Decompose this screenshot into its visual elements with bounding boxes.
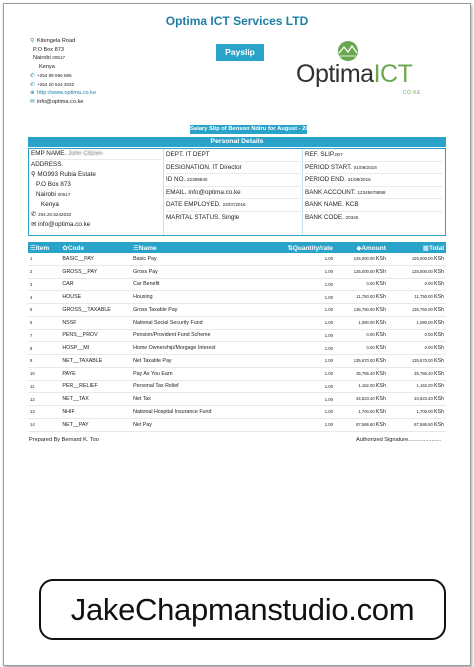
currency-label: KSh [375,421,386,428]
table-row [28,265,446,278]
cell-item: 8 [28,342,60,355]
cell-code: NET__PAY [60,418,131,431]
cell-item: 1 [28,253,60,265]
cell-quantity: 1.00 [275,253,335,265]
currency-label: KSh [433,319,444,326]
currency-label: KSh [433,370,444,377]
detail-period-start: PERIOD START. 01/08/2016 [305,162,443,175]
currency-label: KSh [375,332,386,339]
currency-label: KSh [375,268,386,275]
cell-total-value: 0.00 [424,332,433,338]
cell-amount [335,418,388,431]
employee-column [31,149,161,230]
currency-label: KSh [375,281,386,288]
cell-name: Personal Tax Relief [131,380,275,393]
cell-name: Gross Taxable Pay [131,304,275,317]
logo-domain: .CO.KE [401,90,421,96]
detail-email: EMAIL. info@optima.co.ke [166,187,301,200]
currency-label: KSh [433,268,444,275]
company-phone-1: ✆ +254 99 956 855 [30,72,72,79]
cell-name: Net Pay [131,418,275,431]
currency-label: KSh [375,294,386,301]
table-row [28,304,446,317]
cell-code: GROSS__PAY [60,265,131,278]
cell-code: CAR [60,278,131,291]
currency-label: KSh [433,357,444,364]
cell-amount [335,393,388,406]
cell-name: Pension/Provident Fund Scheme [131,329,275,342]
cell-item: 2 [28,265,60,278]
header-quantity: ⇅Quantity/rate [275,242,335,253]
tag-icon: ◆ [356,244,362,252]
table-row [28,393,446,406]
table-row [28,418,446,431]
cell-amount [335,291,388,304]
currency-label: KSh [433,281,444,288]
cell-item: 4 [28,291,60,304]
cell-name: National Hospital Insurance Fund [131,406,275,419]
cell-quantity: 1.00 [275,380,335,393]
cell-total [388,342,446,355]
company-logo [294,40,444,96]
cell-quantity: 1.00 [275,278,335,291]
cell-item: 3 [28,278,60,291]
detail-designation: DESIGNATION. IT Director [166,162,301,175]
table-row [28,342,446,355]
cell-code: PENS__PROV [60,329,131,342]
detail-marital-status: MARITAL STATUS. Single [166,213,240,221]
company-phone-2: ✆ +254 20 524 2032 [30,81,75,88]
cell-code: BASIC__PAY [60,253,131,265]
header-name: ☰Name [131,242,275,253]
table-row [28,291,446,304]
cell-amount [335,316,388,329]
studio-watermark: JakeChapmanstudio.com [39,579,446,640]
employee-address-line-1: ⚲ MG993 Rubia Estate [31,171,96,178]
cell-item: 9 [28,355,60,368]
cell-amount [335,304,388,317]
cell-total [388,278,446,291]
cell-amount-value: 0.00 [366,345,375,351]
cell-amount [335,380,388,393]
table-body [28,253,446,431]
cell-total-value: 87,586.60 [414,421,433,427]
header-item: ☰Item [28,242,60,253]
currency-label: KSh [433,383,444,390]
employee-name-row: EMP NAME. John Citizen [31,149,161,160]
employee-address-line-2: P.O Box 873 [36,181,71,188]
currency-label: KSh [375,383,386,390]
sort-icon: ⇅ [287,244,293,252]
cell-total [388,393,446,406]
map-pin-icon: ⚲ [30,38,35,44]
cell-amount [335,265,388,278]
cell-amount-value: 1,700.00 [358,408,375,414]
cell-item: 11 [28,380,60,393]
address-city: Nairobi 00517 [33,55,66,62]
currency-label: KSh [375,345,386,352]
cell-name: Gross Pay [131,265,275,278]
address-street: ⚲ Kitengela Road [30,38,76,44]
divider [163,149,164,235]
cell-amount-value: 125,000.00 [353,268,375,274]
cell-quantity: 1.00 [275,265,335,278]
cell-amount [335,367,388,380]
currency-label: KSh [433,294,444,301]
cell-total [388,316,446,329]
employment-column [166,149,301,223]
table-row [28,253,446,265]
cell-code: GROSS__TAXABLE [60,304,131,317]
cell-name: Net Taxable Pay [131,355,275,368]
cell-quantity: 1.00 [275,367,335,380]
currency-label: KSh [375,255,386,262]
cell-total-value: 135,670.00 [411,357,433,363]
phone-icon: ✆ [30,81,35,88]
cell-amount-value: 0.00 [366,281,375,287]
detail-ref-slip: REF. SLIP.007 [305,149,443,162]
cell-total [388,304,446,317]
employee-address-line-4: Kenya [41,201,59,208]
prepared-by: Prepared By Bernard K. Too [29,437,99,443]
cell-item: 13 [28,406,60,419]
cell-code: HOSP__MI [60,342,131,355]
salary-slip-title: Salary Slip of Benson Ndiru for August - 2016 [190,126,316,132]
cell-amount-value: 125,000.00 [353,255,375,261]
cell-total [388,406,446,419]
detail-bank-name: BANK NAME. KCB [305,199,443,212]
list-icon: ☰ [30,244,36,252]
bank-column [305,149,443,223]
divider [302,149,303,235]
cell-code: HOUSE [60,291,131,304]
cell-name: Home Ownership/Morgage Interest [131,342,275,355]
cell-quantity: 1.00 [275,418,335,431]
cell-amount [335,253,388,265]
cell-amount-value: 135,670.00 [353,357,375,363]
envelope-icon: ✉ [30,98,35,105]
phone-icon: ✆ [31,211,37,218]
cell-amount [335,278,388,291]
address-country: Kenya [39,64,55,71]
cell-total [388,253,446,265]
currency-label: KSh [433,396,444,403]
logo-globe-icon [337,40,359,62]
employee-email: ✉ info@optima.co.ke [31,221,91,228]
detail-period-end: PERIOD END. 31/08/2016 [305,174,443,187]
cell-amount-value: 1,162.00 [358,383,375,389]
table-header-row [28,242,446,253]
envelope-icon: ✉ [31,221,37,228]
cell-item: 5 [28,304,60,317]
currency-label: KSh [375,357,386,364]
phone-icon: ✆ [30,72,35,79]
currency-label: KSh [375,396,386,403]
table-row [28,355,446,368]
cell-total [388,265,446,278]
header-code: ✿Code [60,242,131,253]
personal-details-box [28,148,446,236]
header-amount: ◆Amount [335,242,388,253]
cell-quantity: 1.00 [275,342,335,355]
currency-label: KSh [433,345,444,352]
table-row [28,367,446,380]
table-row [28,278,446,291]
settings-icon: ✿ [62,244,68,252]
cell-total-value: 1,700.00 [416,408,433,414]
employee-address-label: ADDRESS. [31,161,64,168]
company-name: Optima ICT Services LTD [165,14,309,28]
cell-code: PER__RELIEF [60,380,131,393]
cell-total [388,355,446,368]
table-row [28,316,446,329]
table-row [28,329,446,342]
currency-label: KSh [433,306,444,313]
cell-total [388,380,446,393]
cell-total [388,291,446,304]
cell-total-value: 125,000.00 [411,255,433,261]
cell-total-value: 1,080.00 [416,319,433,325]
cell-item: 6 [28,316,60,329]
detail-bank-account: BANK ACCOUNT. 12345678888 [305,187,443,200]
cell-quantity: 1.00 [275,355,335,368]
authorized-signature: Authorized Signature..................... [356,437,441,443]
currency-label: KSh [375,408,386,415]
payslip-table [28,242,446,432]
cell-item: 7 [28,329,60,342]
company-address [30,37,96,107]
company-email[interactable]: ✉ info@optima.co.ke [30,98,84,105]
cell-name: Net Tax [131,393,275,406]
globe-icon: ⊕ [30,90,35,97]
cell-code: NET__TAXABLE [60,355,131,368]
cell-total-value: 35,785.40 [414,370,433,376]
currency-label: KSh [433,255,444,262]
detail-date-employed: DATE EMPLOYED. 23/07/2016 [166,199,301,212]
cell-total [388,329,446,342]
cell-amount [335,342,388,355]
currency-label: KSh [375,370,386,377]
currency-label: KSh [433,421,444,428]
cell-amount-value: 34,623.40 [356,396,375,402]
cell-amount-value: 136,750.00 [353,306,375,312]
cell-item: 14 [28,418,60,431]
personal-details-title: Personal Details [28,137,446,147]
employee-phone: ✆ 254.20.5242032 [31,211,72,218]
cell-code: NET__TAX [60,393,131,406]
cell-name: Housing [131,291,275,304]
cell-total-value: 125,000.00 [411,268,433,274]
cell-quantity: 1.00 [275,316,335,329]
currency-label: KSh [433,332,444,339]
currency-label: KSh [375,306,386,313]
cell-name: National Social Security Fund [131,316,275,329]
currency-label: KSh [375,319,386,326]
detail-dept: DEPT. IT DEPT [166,149,301,162]
calculator-icon: ▦ [422,244,429,252]
currency-label: KSh [433,408,444,415]
cell-total-value: 0.00 [424,345,433,351]
cell-amount [335,406,388,419]
cell-quantity: 1.00 [275,393,335,406]
map-pin-icon: ⚲ [31,171,36,178]
list-icon: ☰ [133,244,139,252]
cell-item: 10 [28,367,60,380]
detail-id-no: ID NO. 22398840 [166,174,301,187]
cell-amount [335,355,388,368]
cell-quantity: 1.00 [275,329,335,342]
header-total: ▦Total [388,242,446,253]
cell-quantity: 1.00 [275,406,335,419]
logo-wordmark: OptimaICT [296,60,413,88]
cell-total-value: 136,750.00 [411,306,433,312]
cell-code: PAYE [60,367,131,380]
cell-amount-value: 35,785.40 [356,370,375,376]
table-row [28,380,446,393]
cell-amount-value: 1,080.00 [358,319,375,325]
cell-name: Pay As You Earn [131,367,275,380]
employee-address-line-3: Nairobi 00517 [36,191,71,198]
table-row [28,406,446,419]
cell-total-value: 1,162.00 [416,383,433,389]
cell-item: 12 [28,393,60,406]
cell-total-value: 0.00 [424,281,433,287]
cell-amount-value: 11,750.00 [356,294,375,300]
address-pobox: P.O Box 873 [33,46,64,53]
cell-name: Basic Pay [131,253,275,265]
cell-code: NHIF [60,406,131,419]
cell-total [388,418,446,431]
payslip-label: Payslip [216,44,264,61]
cell-quantity: 1.00 [275,291,335,304]
detail-bank-code: BANK CODE. 20345 [305,213,359,221]
cell-amount-value: 0.00 [366,332,375,338]
company-website[interactable]: ⊕ http://www.optima.co.ke [30,90,97,97]
cell-code: NSSF [60,316,131,329]
cell-amount-value: 87,586.60 [356,421,375,427]
cell-name: Car Benefit [131,278,275,291]
cell-total [388,367,446,380]
cell-quantity: 1.00 [275,304,335,317]
cell-total-value: 11,750.00 [414,294,433,300]
cell-total-value: 34,623.40 [414,396,433,402]
cell-amount [335,329,388,342]
